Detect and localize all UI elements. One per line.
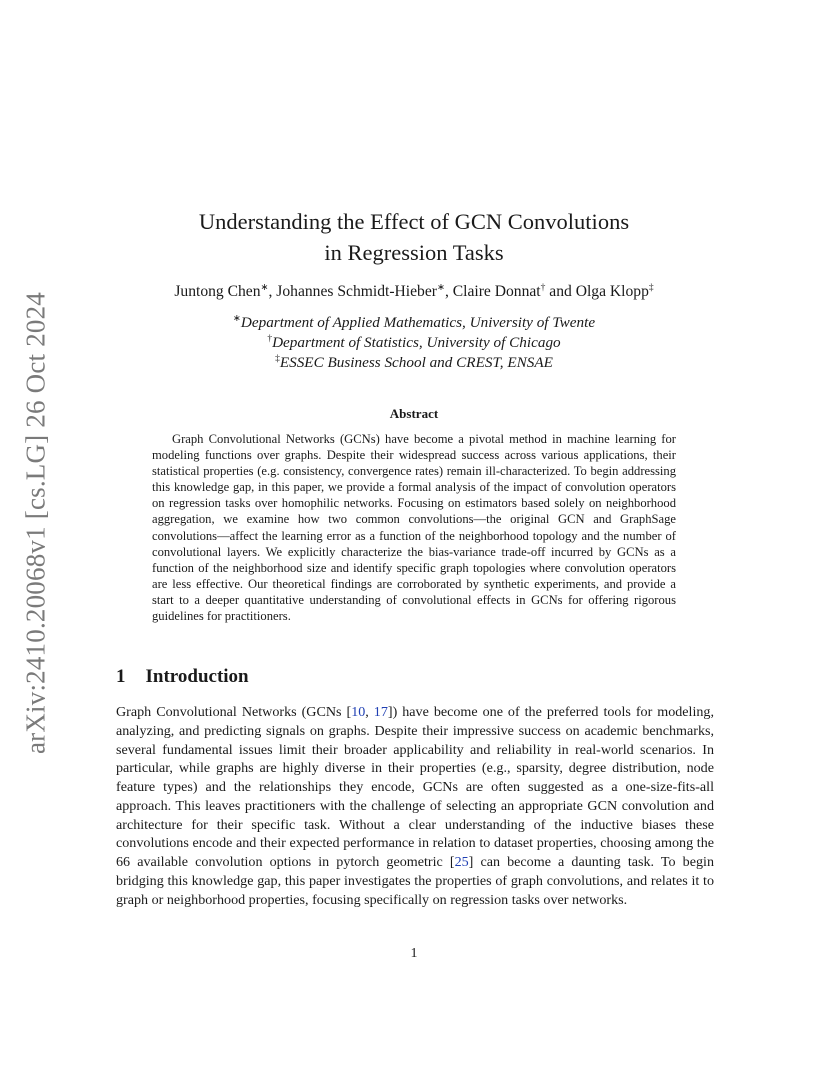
affiliation-2-text: Department of Statistics, University of Chicago	[272, 334, 561, 351]
author-separator: ,	[268, 283, 277, 300]
affiliation-1-mark: ∗	[232, 313, 241, 324]
section-title: Introduction	[145, 666, 249, 687]
affiliations	[114, 313, 714, 373]
affiliation-2-mark: †	[267, 333, 273, 344]
page-number: 1	[410, 946, 418, 961]
author-1-mark: ∗	[260, 282, 269, 293]
intro-text: Graph Convolutional Networks (GCNs [	[116, 704, 352, 720]
arxiv-identifier: arXiv:2410.20068v1 [cs.LG] 26 Oct 2024	[20, 291, 51, 755]
intro-text: ] can become a daunting task. To begin bridging this knowledge gap, this paper investigates the properties of graph convolutions, and relates it to graph or neighborhood properties, focusing specifically on regression tasks over networks.	[116, 854, 714, 908]
affiliation-3-text: ESSEC Business School and CREST, ENSAE	[279, 354, 553, 371]
author-separator: and	[545, 283, 576, 300]
introduction-paragraph	[116, 703, 714, 909]
title-line-1: Understanding the Effect of GCN Convolutions	[198, 209, 630, 234]
intro-text: ,	[365, 704, 374, 720]
citation-link[interactable]: 17	[373, 704, 388, 720]
citation-link[interactable]: 25	[454, 854, 469, 870]
affiliation-1-text: Department of Applied Mathematics, University of Twente	[240, 314, 596, 331]
affiliation-3-mark: ‡	[275, 353, 280, 364]
affiliation-2	[114, 333, 714, 353]
title-line-2: in Regression Tasks	[324, 240, 504, 265]
affiliation-3	[114, 353, 714, 373]
author-4: Olga Klopp	[575, 283, 649, 300]
author-separator: ,	[444, 283, 453, 300]
section-number: 1	[116, 666, 126, 687]
author-4-mark: ‡	[648, 282, 654, 293]
author-3-mark: †	[540, 282, 546, 293]
author-1: Juntong Chen	[174, 283, 261, 300]
author-2: Johannes Schmidt-Hieber	[276, 283, 437, 300]
author-3: Claire Donnat	[452, 283, 541, 300]
affiliation-1	[114, 313, 714, 333]
paper-title	[114, 206, 714, 268]
citation-link[interactable]: 10	[351, 704, 366, 720]
abstract-heading: Abstract	[389, 406, 439, 421]
author-list	[114, 283, 714, 301]
intro-text: ]) have become one of the preferred tools for modeling, analyzing, and predicting signals on graphs. Despite their impressive success on academic benchmarks, several fundamental issues limit their broader applicability and reliability in real-world scenarios. In particular, while graphs are highly diverse in their properties (e.g., sparsity, degree distribution, node feature types) and the relationships they encode, GCNs are often suggested as a one-size-fits-all approach. This leaves practitioners with the challenge of selecting an appropriate GCN convolution and architecture for their specific task. Without a clear understanding of the inductive biases these convolutions encode and their expected performance in relation to dataset properties, choosing among the 66 available convolution options in pytorch geometric [	[116, 704, 714, 870]
abstract-text: Graph Convolutional Networks (GCNs) have become a pivotal method in machine learning for modeling functions over graphs. Despite their widespread success across various applications, their statistical properties (e.g. consistency, convergence rates) remain ill-characterized. To begin addressing this knowledge gap, in this paper, we provide a formal analysis of the impact of convolution operators on regression tasks over homophilic networks. Focusing on estimators based solely on neighborhood aggregation, we examine how two common convolutions—the original GCN and GraphSage convolutions—affect the learning error as a function of the neighborhood topology and the number of convolutional layers. We explicitly characterize the bias-variance trade-off incurred by GCNs as a function of the neighborhood size and identify specific graph topologies where convolution operators are less effective. Our theoretical findings are corroborated by synthetic experiments, and provide a start to a deeper quantitative understanding of convolutional effects in GCNs for offering rigorous guidelines for practitioners.	[152, 432, 676, 624]
section-heading-introduction	[116, 666, 249, 688]
author-2-mark: ∗	[436, 282, 445, 293]
